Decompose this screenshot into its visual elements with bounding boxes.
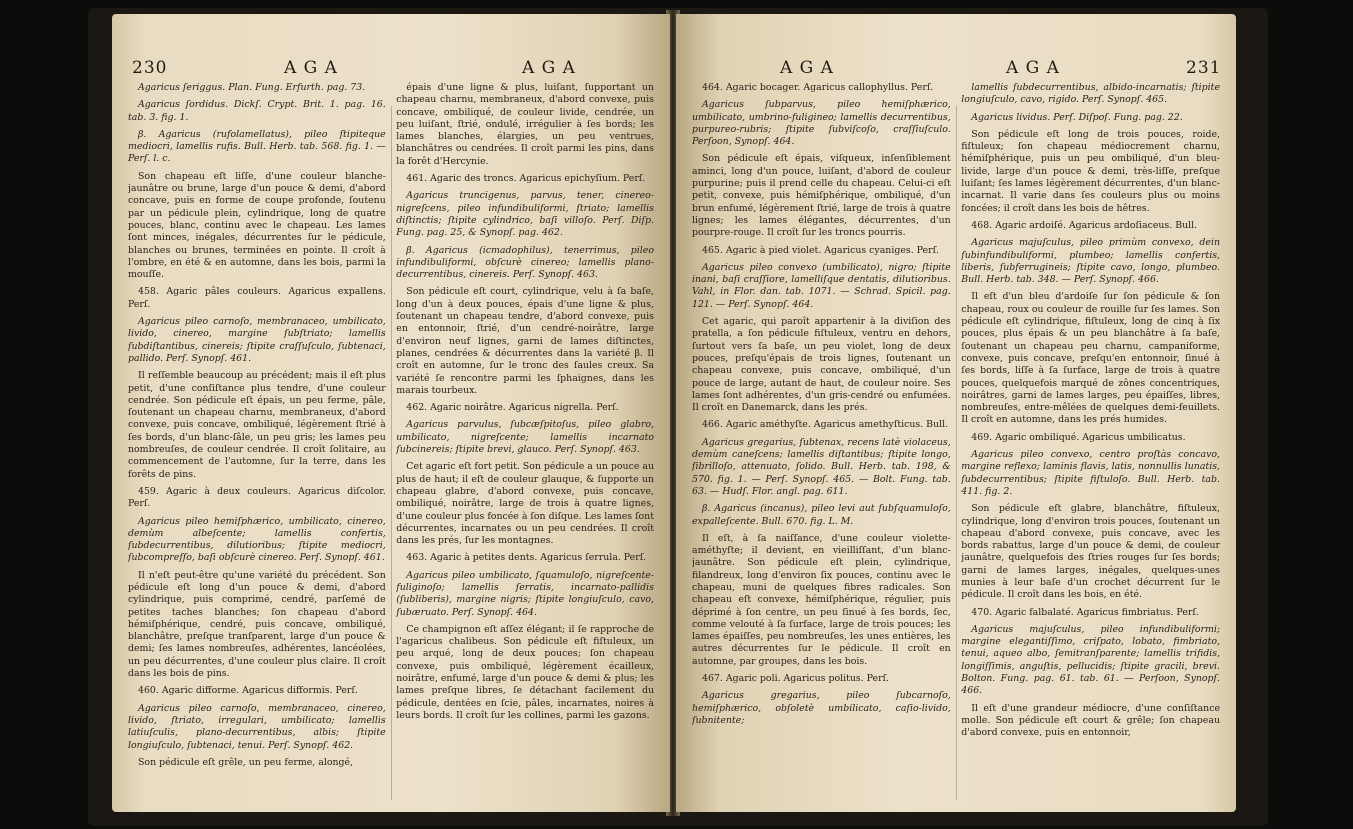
- right-page: [676, 14, 1236, 812]
- paragraph: 467. Agaric poli. Agaricus politus. Perſ.: [702, 673, 890, 685]
- paragraph: 469. Agaric ombiliqué. Agaricus umbilicatus.: [971, 431, 1186, 443]
- paragraph: Son pédicule eſt glabre, blanchâtre, fiſtuleux, cylindrique, long d'environ trois pouces, ſoutenant un chapeau d'abord convexe, puis concave, avec les bords rabattus, large d'un pouce & demi, de couleur jaunâtre, quelquefois des ſtries rouges ſur ſes bords; garni de lames larges, inégales, quelques-unes munies à leur baſe d'un crochet décurrent ſur le pédicule. Il croît dans les bois, en été.: [961, 503, 1220, 601]
- paragraph: 465. Agaric à pied violet. Agaricus cyaniges. Perſ.: [702, 244, 940, 256]
- paragraph: 461. Agaric des troncs. Agaricus epichyſium. Perſ.: [406, 173, 646, 185]
- paragraph: 470. Agaric falbalaté. Agaricus fimbriatus. Perſ.: [971, 606, 1199, 618]
- paragraph: Agaricus ſordidus. Dickſ. Crypt. Brit. 1. pag. 16. tab. 3. fig. 1.: [128, 99, 386, 123]
- right-page-header: [676, 58, 1236, 84]
- running-head: A G A: [1006, 58, 1060, 78]
- paragraph: Cet agaric eſt fort petit. Son pédicule a un pouce au plus de haut; il eſt de couleur glauque, & ſupporte un chapeau glabre, d'abord convexe, puis concave, ombiliqué, noirâtre, large de trois à quatre lignes, d'une couleur plus foncée à ſon diſque. Les lames ſont décurrentes, incarnates ou un peu cendrées. Il croît dans les prés, ſur les montagnes.: [396, 461, 654, 547]
- paragraph: 466. Agaric améthyſte. Agaricus amethyſticus. Bull.: [702, 419, 949, 431]
- text-column: [128, 82, 386, 806]
- paragraph: 462. Agaric noirâtre. Agaricus nigrella. Perſ.: [406, 402, 619, 414]
- paragraph: Agaricus pileo umbilicato, ſquamuloſo, nigreſcente-fuliginoſo; lamellis ſerratis, incarnato-pallidis (ſubliberis), margine nigris; ſtipite longiuſculo, cavo, ſubæruato. Perſ. Synopſ. 464.: [396, 569, 654, 618]
- paragraph: Son pédicule eſt grêle, un peu ferme, alongé,: [138, 756, 354, 768]
- paragraph: Cet agaric, qui paroît appartenir à la diviſion des pratella, a ſon pédicule fiſtuleux, ventru en dehors, ſurtout vers ſa baſe, un peu violet, long de deux pouces, preſqu'épais de trois lignes, ſoutenant un chapeau convexe, puis concave, ombiliqué, d'un pouce de large, autant de haut, de couleur noire. Ses lames ſont adhérentes, d'un gris-cendré ou enfumées. Il croît en Danemarck, dans les prés.: [692, 316, 951, 414]
- paragraph: Ce champignon eſt aſſez élégant; il ſe rapproche de l'agaricus chalibeus. Son pédicule eſt fiſtuleux, un peu arqué, long de deux pouces; ſon chapeau convexe, puis ombiliqué, légèrement écailleux, noirâtre, enfumé, large d'un pouce & demi & plus; les lames preſque libres, ſe détachant facilement du pédicule, dentées en ſcie, pâles, incarnates, noires à leurs bords. Il croît ſur les collines, parmi les gazons.: [396, 623, 654, 721]
- running-head: A G A: [780, 58, 834, 78]
- paragraph: Son chapeau eſt liſſe, d'une couleur blanche-jaunâtre ou brune, large d'un pouce & demi, d'abord concave, puis en forme de coupe profonde, ſoutenu par un pédicule plein, cylindrique, long de quatre pouces, blanc, continu avec le chapeau. Les lames ſont minces, inégales, décurrentes ſur le pédicule, blanches ou brunes, terminées en pointe. Il croît à l'ombre, en été & en automne, dans les bois, parmi la mouſſe.: [128, 170, 386, 281]
- paragraph: Il eſt d'un bleu d'ardoiſe ſur ſon pédicule & ſon chapeau, roux ou couleur de rouille ſur ſes lames. Son pédicule eſt cylindrique, fiſtuleux, long de cinq à ſix pouces, plus épais & un peu blanchâtre à ſa baſe, ſoutenant un chapeau peu charnu, campaniforme, convexe, puis concave, preſqu'en entonnoir, ſinué à ſes bords, liſſe à ſa ſurface, large de trois à quatre pouces, quelquefois marqué de zônes concentriques, noirâtres, garni de lames larges, peu épaiſſes, libres, nombreuſes, entre-mêlées de quelques demi-feuillets. Il croît en automne, dans les prés humides.: [961, 291, 1220, 426]
- paragraph: Agaricus ſeriggus. Plan. Fung. Erfurth. pag. 73.: [138, 82, 366, 93]
- paragraph: β. Agaricus (incanus), pileo levi aut ſubſquamuloſo, expalleſcente. Bull. 670. fig. L. M.: [692, 503, 951, 527]
- paragraph: Il eſt d'une grandeur médiocre, d'une conſiſtance molle. Son pédicule eſt court & grêle; ſon chapeau d'abord convexe, puis en entonnoir,: [961, 702, 1220, 739]
- paragraph: β. Agaricus (rufolamellatus), pileo ſtipiteque mediocri, lamellis rufis. Bull. Herb. tab. 568. fig. 1. — Perſ. l. c.: [128, 128, 386, 165]
- paragraph: β. Agaricus (icmadophilus), tenerrimus, pileo infundibuliformi, obſcurè cinereo; lamellis plano-decurrentibus, cinereis. Perſ. Synopſ. 463.: [396, 244, 654, 281]
- paragraph: 460. Agaric difforme. Agaricus difformis. Perſ.: [138, 685, 358, 697]
- paragraph: 458. Agaric pâles couleurs. Agaricus expallens. Perſ.: [128, 286, 386, 310]
- paragraph: Son pédicule eſt long de trois pouces, roide, fiſtuleux; ſon chapeau médiocrement charnu, hémiſphérique, puis un peu ombiliqué, d'un bleu-livide, large d'un pouce & demi, très-liſſe, preſque luiſant; ſes lames légèrement décurrentes, d'un blanc-incarnat. Il varie dans ſes couleurs plus ou moins foncées; il croît dans les bois de hêtres.: [961, 128, 1220, 214]
- running-head: A G A: [522, 58, 576, 78]
- paragraph: Agaricus pileo convexo, centro proſtàs concavo, margine reflexo; laminis flavis, latis, nonnullis lunatis, ſubdecurrentibus; ſtipite fiſtuloſo. Bull. Herb. tab. 411. fig. 2.: [961, 449, 1220, 497]
- paragraph: 468. Agaric ardoiſé. Agaricus ardoſiaceus. Bull.: [971, 219, 1198, 231]
- paragraph: 459. Agaric à deux couleurs. Agaricus diſcolor. Perſ.: [128, 485, 386, 510]
- paragraph: Il reſſemble beaucoup au précédent; mais il eſt plus petit, d'une conſiſtance plus tendre, d'une couleur cendrée. Son pédicule eſt épais, un peu ferme, pâle, ſoutenant un chapeau charnu, membraneux, d'abord convexe, puis concave, ombiliqué, légèrement ſtrié à ſes bords, d'un blanc-ſâle, un peu gris; les lames peu nombreuſes, de couleur cendrée. Il croît ſolitaire, au commencement de l'automne, ſur la terre, dans les forêts de pins.: [128, 370, 386, 480]
- page-number: 231: [1186, 58, 1222, 78]
- paragraph: Agaricus lividus. Perſ. Diſpoſ. Fung. pag. 22.: [971, 111, 1183, 123]
- paragraph: Agaricus gregarius, ſubtenax, recens latè violaceus, demùm caneſcens; lamellis diſtantibus; ſtipite longo, ſibrilloſo, attenuato, ſolido. Bull. Herb. tab. 198, & 570. fig. 1. — Perſ. Synopſ. 465. — Bolt. Fung. tab. 63. — Hudſ. Flor. angl. pag. 611.: [692, 436, 951, 497]
- paragraph: Agaricus majuſculus, pileo infundibuliformi; margine elegantiſſimo, criſpato, lobato, fimbriato, tenui, aqueo albo, ſemitranſparente; lamellis trifidis, longiſſimis, anguſtis, pellucidis; ſtipite gracili, brevi. Bolton. Fung. pag. 61. tab. 61. — Perſoon, Synopſ. 466.: [961, 623, 1220, 697]
- paragraph: Agaricus pileo carnoſo, membranaceo, umbilicato, livido, cinereo, margine ſubſtriato; lamellis ſubdiſtantibus, cinereis; ſtipite craſſuſculo, ſubtenaci, pallido. Perſ. Synopſ. 461.: [128, 316, 386, 364]
- text-column: [396, 82, 654, 806]
- paragraph: 463. Agaric à petites dents. Agaricus ſerrula. Perſ.: [406, 552, 647, 564]
- paragraph: Son pédicule eſt court, cylindrique, velu à ſa baſe, long d'un à deux pouces, épais d'une ligne & plus, ſoutenant un chapeau tendre, d'abord convexe, puis en entonnoir, ſtrié, d'un cendré-noirâtre, large d'environ neuf lignes, garni de lames diſtinctes, planes, cendrées & décurrentes dans la variété β. Il croît en automne, ſur le tronc des ſaules creux. Sa variété ſe rencontre parmi les ſphaignes, dans les marais tourbeux.: [396, 286, 654, 396]
- column-rule: [391, 106, 392, 800]
- paragraph: épais d'une ligne & plus, luiſant, ſupportant un chapeau charnu, membraneux, d'abord convexe, puis concave, ombiliqué, de couleur livide, cendrée, un peu luiſant, ſtrié, ondulé, irrégulier à ſes bords; les lames blanches, élargies, un peu ventrues, blanchâtres ou cendrées. Il croît parmi les pins, dans la forêt d'Hercynie.: [396, 82, 654, 167]
- paragraph: Agaricus majuſculus, pileo primùm convexo, dein ſubinfundibuliformi, plumbeo; lamellis confertis, liberis, ſubferrugineis; ſtipite cavo, longo, plumbeo. Bull. Herb. tab. 348. — Perſ. Synopſ. 466.: [961, 237, 1220, 286]
- paragraph: Agaricus pileo hemiſphærico, umbilicato, cinereo, demùm albeſcente; lamellis confertis, ſubdecurrentibus, dilutioribus; ſtipite mediocri, ſubcompreſſo, baſi obſcurè cinereo. Perſ. Synopſ. 461.: [128, 515, 386, 564]
- paragraph: Agaricus parvulus, ſubcæſpitoſus, pileo glabro, umbilicato, nigreſcente; lamellis incarnato ſubcinereis; ſtipite brevi, glauco. Perſ. Synopſ. 463.: [396, 419, 654, 456]
- column-rule: [956, 106, 957, 800]
- paragraph: 464. Agaric bocager. Agaricus callophyllus. Perſ.: [702, 82, 934, 93]
- left-page: [112, 14, 670, 812]
- paragraph: Agaricus ſubparvus, pileo hemiſphærico, umbilicato, umbrino-fuligineo; lamellis decurrentibus, purpureo-rubris; ſtipite ſubviſcoſo, craſſiuſculo. Perſoon, Synopſ. 464.: [692, 99, 951, 148]
- paragraph: Agaricus gregarius, pileo ſubcarnoſo, hemiſphærico, obſoletè umbilicato, caſio-livido, ſubnitente;: [692, 690, 951, 726]
- paragraph: Il eſt, à ſa naiſſance, d'une couleur violette-améthyſte; il devient, en vieilliſſant, d'un blanc-jaunâtre. Son pédicule eſt plein, cylindrique, filandreux, long d'environ ſix pouces, continu avec le chapeau, muni de quelques fibres radicales. Son chapeau eſt convexe, hémiſphérique, régulier, puis déprimé à ſon centre, un peu ſinué à ſes bords, ſec, comme velouté à ſa ſurface, large de trois pouces; les lames épaiſſes, peu nombreuſes, les unes entières, les autres décurrentes ſur le pédicule. Il croît en automne, par groupes, dans les bois.: [692, 532, 951, 667]
- text-column: [961, 82, 1220, 806]
- left-page-header: [112, 58, 670, 84]
- paragraph: lamellis ſubdecurrentibus, albido-incarnatis; ſtipite longiuſculo, cavo, rigido. Perſ. Synopſ. 465.: [961, 82, 1220, 106]
- paragraph: Agaricus pileo carnoſo, membranaceo, cinereo, livido, ſtriato, irregulari, umbilicato; lamellis latiuſculis, plano-decurrentibus, albis; ſtipite longiuſculo, ſubtenaci, tenui. Perſ. Synopſ. 462.: [128, 702, 386, 751]
- paragraph: Agaricus truncigenus, parvus, tener, cinereo-nigreſcens, pileo infundibuliformi, ſtriato; lamellis diſtinctis; ſtipite cylindrico, baſi villoſo. Perſ. Diſp. Fung. pag. 25, & Synopſ. pag. 462.: [396, 190, 654, 239]
- paragraph: Il n'eſt peut-être qu'une variété du précédent. Son pédicule eſt long d'un pouce & demi, d'abord cylindrique, puis comprimé, cendré, parſemé de petites taches blanches; ſon chapeau d'abord hémiſphérique, cendré, puis concave, ombiliqué, blanchâtre, preſque tranſparent, large d'un pouce & demi; ſes lames nombreuſes, adhérentes, lancéolées, un peu décurrentes, d'une couleur plus claire. Il croît dans les bois de pins.: [128, 569, 386, 680]
- paragraph: Agaricus pileo convexo (umbilicato), nigro; ſtipite inani, baſi craſſiore, lamelliſque dentatis, dilutioribus. Vahl, in Flor. dan. tab. 1071. — Schrad. Spicil. pag. 121. — Perſ. Synopſ. 464.: [692, 261, 951, 310]
- text-column: [692, 82, 951, 806]
- page-number: 230: [132, 58, 168, 78]
- running-head: A G A: [284, 58, 338, 78]
- paragraph: Son pédicule eſt épais, viſqueux, inſenſiblement aminci, long d'un pouce, luiſant, d'abord de couleur purpurine; puis il prend celle du chapeau. Celui-ci eſt petit, convexe, puis hémiſphérique, ombiliqué, d'un brun enfumé, légèrement ſtrié, large de trois à quatre lignes; les lames élégantes, décurrentes, d'un pourpre-rouge. Il croît ſur les troncs pourris.: [692, 153, 951, 239]
